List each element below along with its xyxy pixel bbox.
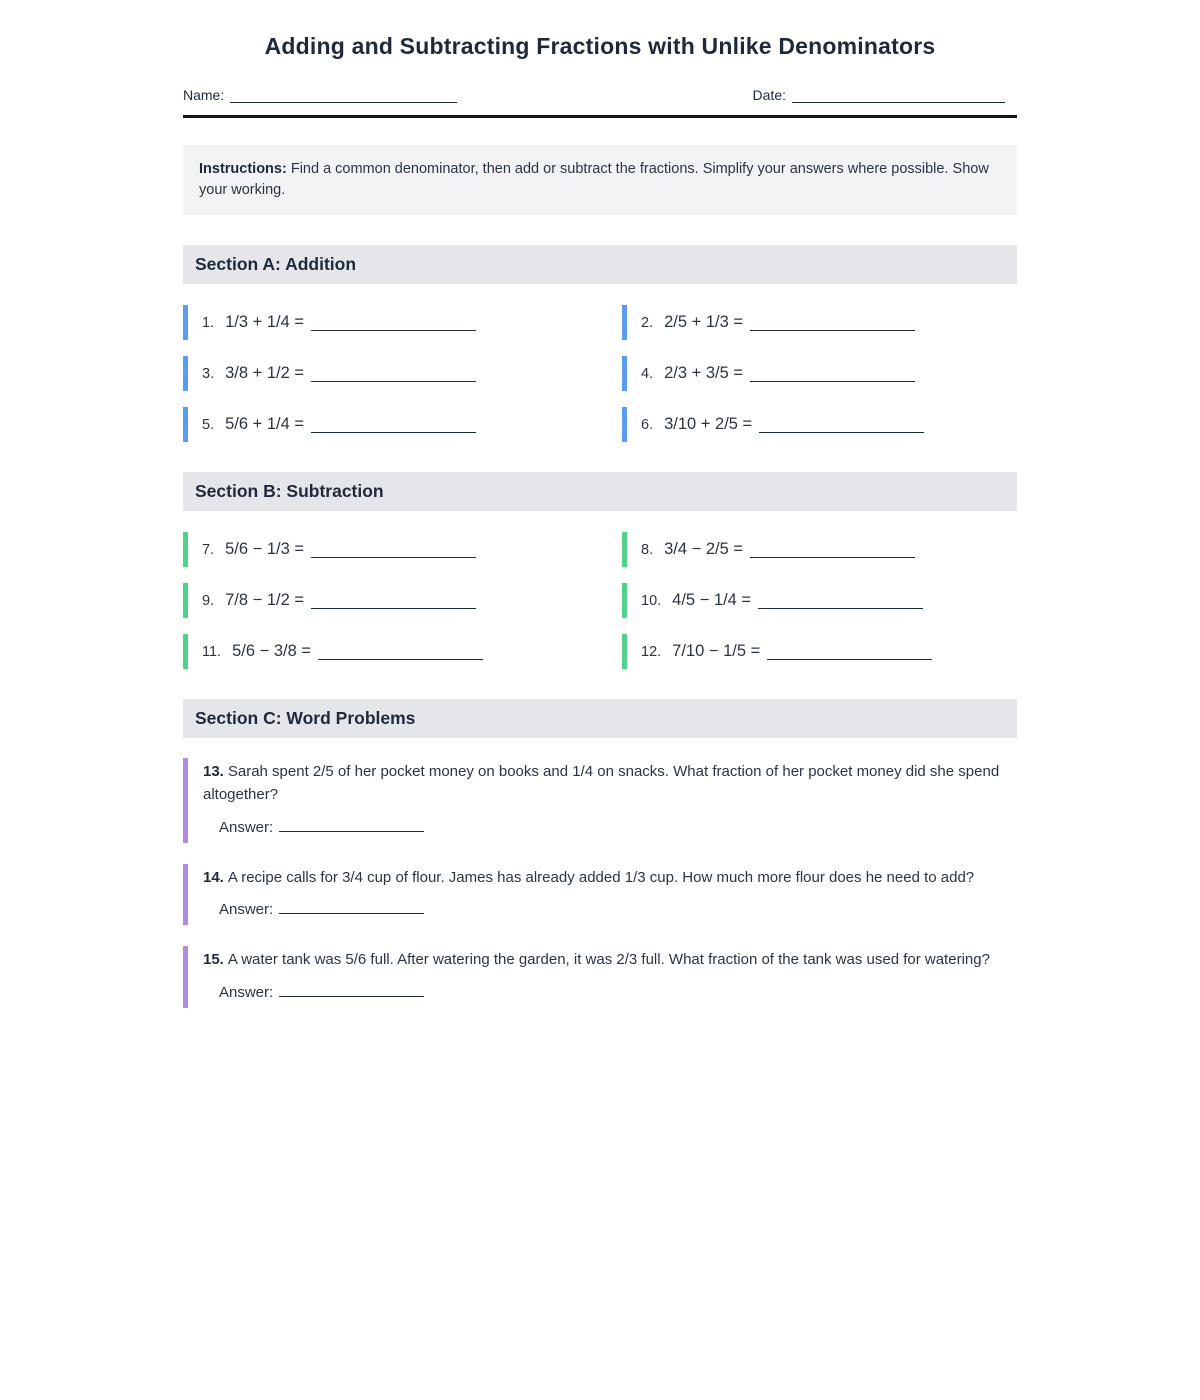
- answer-blank-line: [767, 644, 932, 660]
- problem-number: 9.: [202, 592, 215, 609]
- problem-number: 4.: [641, 365, 654, 382]
- answer-label: Answer:: [219, 901, 274, 919]
- word-problem-text: [203, 866, 1013, 889]
- problem-expression: 4/5 − 1/4 =: [672, 591, 752, 610]
- page-title: Adding and Subtracting Fractions with Unlike Denominators: [264, 33, 936, 59]
- problem-expression: 2/3 + 3/5 =: [664, 364, 743, 383]
- problem-number: 3.: [202, 365, 215, 382]
- word-problem-text: [203, 948, 1013, 971]
- problem-1: [183, 305, 578, 340]
- worksheet-page: [183, 0, 1017, 1008]
- name-blank-line: [230, 89, 457, 103]
- problem-expression: 1/3 + 1/4 =: [225, 313, 304, 332]
- word-problem-body: A recipe calls for 3/4 cup of flour. James has already added 1/3 cup. How much more flour does he need to add?: [227, 868, 975, 886]
- answer-blank-line: [758, 593, 923, 609]
- section-a-header: Section A: Addition: [183, 245, 1017, 284]
- answer-blank-line: [311, 366, 476, 382]
- word-problem-number: 14.: [203, 868, 224, 886]
- answer-row: [203, 816, 1017, 839]
- answer-blank-line: [750, 366, 915, 382]
- answer-blank-line: [750, 542, 915, 558]
- problem-number: 10.: [641, 592, 662, 609]
- answer-row: [203, 981, 1017, 1004]
- word-problem-body: A water tank was 5/6 full. After watering the garden, it was 2/3 full. What fraction of the tank was used for watering?: [227, 951, 990, 969]
- name-field-group: [183, 87, 457, 103]
- answer-blank-line: [279, 901, 424, 914]
- word-problem-13: [183, 758, 1017, 843]
- problem-number: 8.: [641, 541, 654, 558]
- problem-number: 12.: [641, 643, 662, 660]
- name-label: Name:: [183, 87, 225, 103]
- problem-number: 5.: [202, 416, 215, 433]
- problem-10: [622, 583, 1017, 618]
- problem-number: 2.: [641, 314, 654, 331]
- answer-blank-line: [279, 984, 424, 997]
- problem-12: [622, 634, 1017, 669]
- problem-number: 1.: [202, 314, 215, 331]
- date-label: Date:: [752, 87, 786, 103]
- answer-blank-line: [318, 644, 483, 660]
- answer-row: [203, 898, 1017, 921]
- problem-expression: 3/10 + 2/5 =: [664, 415, 753, 434]
- section-b-header: Section B: Subtraction: [183, 472, 1017, 511]
- answer-blank-line: [279, 819, 424, 832]
- section-c-header: Section C: Word Problems: [183, 699, 1017, 738]
- date-field-group: [753, 87, 1005, 103]
- word-problem-number: 15.: [203, 951, 224, 969]
- word-problem-number: 13.: [203, 763, 224, 781]
- problem-5: [183, 407, 578, 442]
- date-blank-line: [792, 89, 1005, 103]
- answer-blank-line: [750, 315, 915, 331]
- answer-blank-line: [311, 542, 476, 558]
- problem-3: [183, 356, 578, 391]
- problem-2: [622, 305, 1017, 340]
- name-date-row: [183, 87, 1017, 118]
- problem-9: [183, 583, 578, 618]
- answer-blank-line: [759, 417, 924, 433]
- problem-expression: 7/10 − 1/5 =: [672, 642, 761, 661]
- problem-4: [622, 356, 1017, 391]
- answer-label: Answer:: [219, 983, 274, 1001]
- problem-expression: 3/8 + 1/2 =: [225, 364, 304, 383]
- instructions-text: Find a common denominator, then add or subtract the fractions. Simplify your answers where possible. Show your working.: [199, 161, 989, 199]
- instructions-label: Instructions:: [199, 161, 287, 177]
- answer-blank-line: [311, 417, 476, 433]
- word-problem-body: Sarah spent 2/5 of her pocket money on books and 1/4 on snacks. What fraction of her pocket money did she spend altogether?: [203, 763, 1000, 804]
- answer-blank-line: [311, 593, 476, 609]
- problem-expression: 7/8 − 1/2 =: [225, 591, 304, 610]
- problem-number: 11.: [202, 643, 222, 660]
- word-problem-text: [203, 760, 1013, 807]
- problem-expression: 5/6 + 1/4 =: [225, 415, 304, 434]
- problem-6: [622, 407, 1017, 442]
- instructions-box: [183, 145, 1017, 215]
- word-problem-14: [183, 864, 1017, 926]
- section-a-problems: [183, 305, 1017, 442]
- answer-blank-line: [311, 315, 476, 331]
- section-b-problems: [183, 532, 1017, 669]
- problem-expression: 5/6 − 3/8 =: [232, 642, 311, 661]
- word-problem-15: [183, 946, 1017, 1008]
- problem-8: [622, 532, 1017, 567]
- problem-7: [183, 532, 578, 567]
- problem-number: 6.: [641, 416, 654, 433]
- problem-11: [183, 634, 578, 669]
- problem-expression: 5/6 − 1/3 =: [225, 540, 304, 559]
- problem-number: 7.: [202, 541, 215, 558]
- problem-expression: 2/5 + 1/3 =: [664, 313, 743, 332]
- answer-label: Answer:: [219, 818, 274, 836]
- problem-expression: 3/4 − 2/5 =: [664, 540, 743, 559]
- section-c-problems: [183, 758, 1017, 1008]
